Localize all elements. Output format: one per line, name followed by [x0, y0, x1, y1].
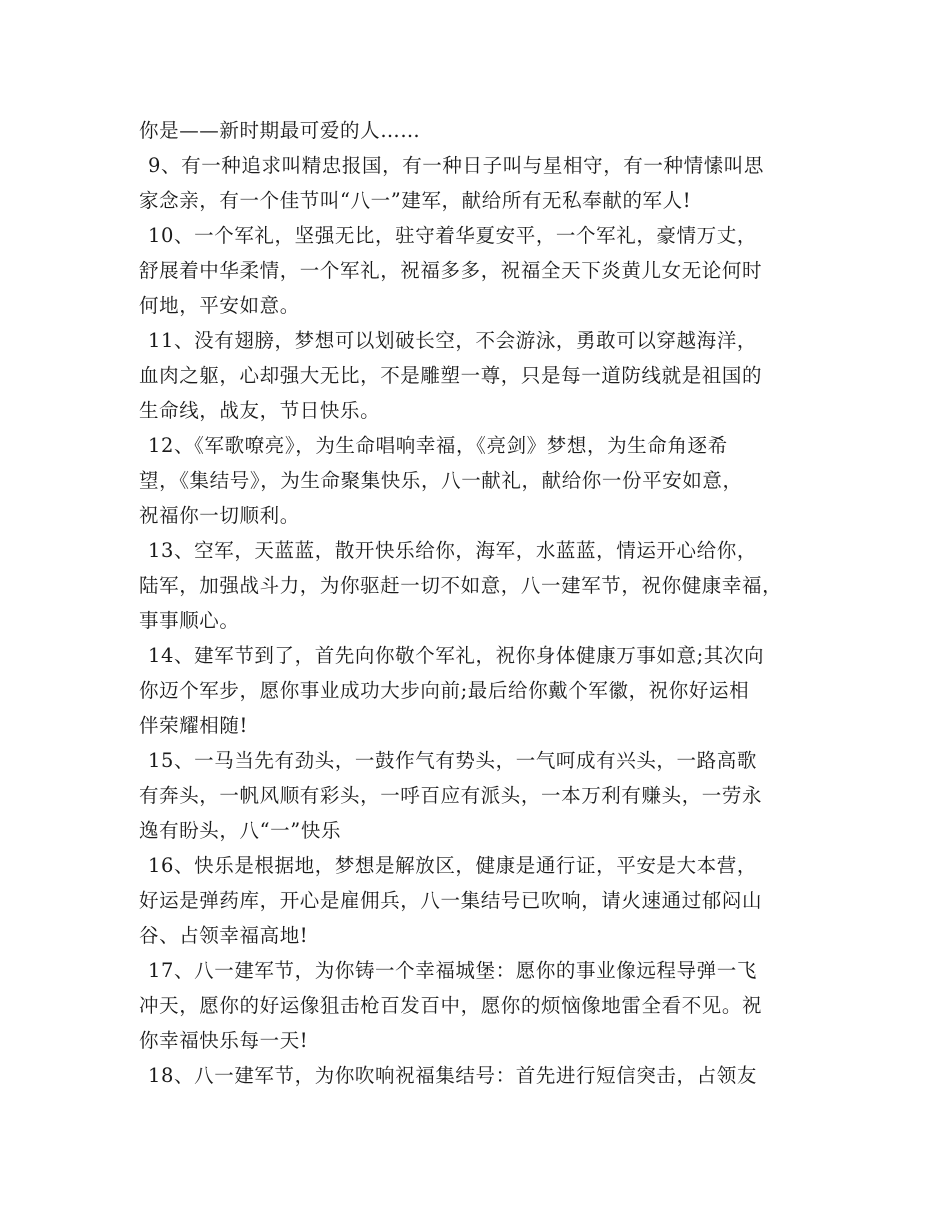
text-line: 伴荣耀相随! [139, 714, 248, 737]
text-line: 陆军，加强战斗力，为你驱赶一切不如意，八一建军节，祝你健康幸福， [139, 574, 783, 597]
text-line: 18、八一建军节，为你吹响祝福集结号：首先进行短信突击，占领友 [148, 1064, 757, 1087]
text-line: 逸有盼头，八“一”快乐 [139, 819, 342, 842]
text-line: 12、《军歌嘹亮》，为生命唱响幸福，《亮剑》梦想，为生命角逐希 [148, 434, 728, 457]
text-line: 11、没有翅膀，梦想可以划破长空，不会游泳，勇敢可以穿越海洋， [148, 329, 757, 352]
text-line: 15、一马当先有劲头，一鼓作气有势头，一气呵成有兴头，一路高歌 [148, 749, 757, 772]
text-line: 好运是弹药库，开心是雇佣兵，八一集结号已吹响，请火速通过郁闷山 [139, 889, 763, 912]
text-line: 谷、占领幸福高地! [139, 924, 309, 947]
text-line: 舒展着中华柔情，一个军礼，祝福多多，祝福全天下炎黄儿女无论何时 [139, 259, 763, 282]
text-line: 祝福你一切顺利。 [139, 504, 300, 527]
text-line: 望，《集结号》，为生命聚集快乐，八一献礼，献给你一份平安如意， [139, 469, 743, 492]
text-line: 何地，平安如意。 [139, 294, 300, 317]
text-line: 血肉之躯，心却强大无比，不是雕塑一尊，只是每一道防线就是祖国的 [139, 364, 763, 387]
text-line: 家念亲，有一个佳节叫“八一”建军，献给所有无私奉献的军人! [139, 189, 692, 212]
text-line: 有奔头，一帆风顺有彩头，一呼百应有派头，一本万利有赚头，一劳永 [139, 784, 763, 807]
text-line: 17、八一建军节，为你铸一个幸福城堡：愿你的事业像远程导弹一飞 [148, 959, 757, 982]
text-line: 冲天，愿你的好运像狙击枪百发百中，愿你的烦恼像地雷全看不见。祝 [139, 994, 763, 1017]
text-line: 9、有一种追求叫精忠报国，有一种日子叫与星相守，有一种情愫叫思 [148, 154, 765, 177]
text-line: 14、建军节到了，首先向你敬个军礼，祝你身体健康万事如意;其次向 [148, 644, 765, 667]
text-line: 16、快乐是根据地，梦想是解放区，健康是通行证，平安是大本营， [148, 854, 757, 877]
text-line: 你幸福快乐每一天! [139, 1029, 309, 1052]
document-body [139, 113, 829, 1093]
text-line: 你迈个军步，愿你事业成功大步向前;最后给你戴个军徽，祝你好运相 [139, 679, 750, 702]
text-line: 事事顺心。 [139, 609, 240, 632]
text-line: 10、一个军礼，坚强无比，驻守着华夏安平，一个军礼，豪情万丈， [148, 224, 757, 247]
text-line: 生命线，战友，节日快乐。 [139, 399, 381, 422]
text-line: 你是——新时期最可爱的人…… [139, 119, 421, 142]
text-line: 13、空军，天蓝蓝，散开快乐给你，海军，水蓝蓝，情运开心给你， [148, 539, 757, 562]
